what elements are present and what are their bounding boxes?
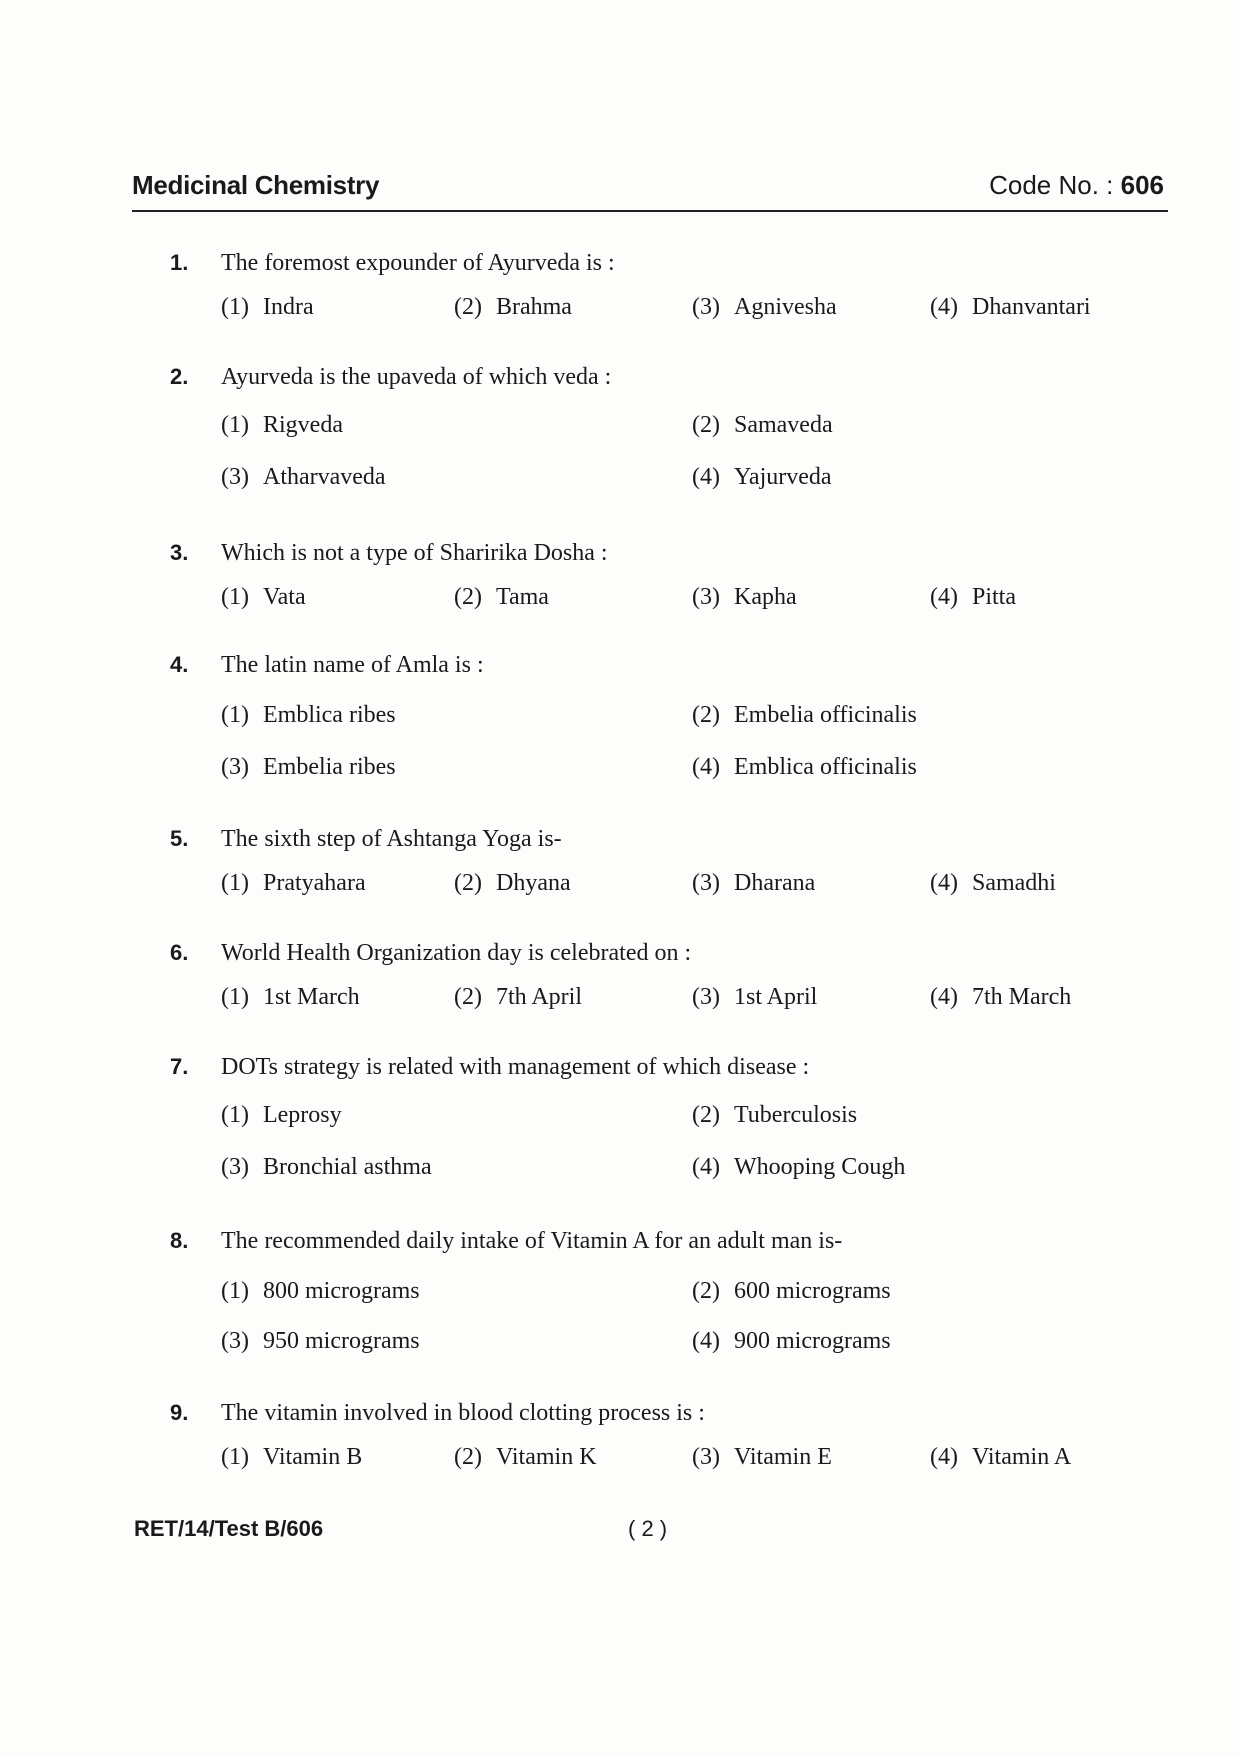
option-4: (4) Emblica officinalis <box>692 754 917 780</box>
page-number: ( 2 ) <box>628 1516 668 1541</box>
question-number: 2. <box>170 364 189 389</box>
question-text: Which is not a type of Sharirika Dosha : <box>221 540 608 566</box>
option-3: (3) Bronchial asthma <box>221 1154 432 1180</box>
option-4: (4) 7th March <box>930 984 1072 1010</box>
question-text: World Health Organization day is celebrated on : <box>221 940 692 966</box>
option-3: (3) 1st April <box>692 984 818 1010</box>
question-number: 6. <box>170 940 189 965</box>
option-3: (3) 950 micrograms <box>221 1328 420 1354</box>
option-3: (3) Kapha <box>692 584 797 610</box>
option-3: (3) Agnivesha <box>692 294 837 320</box>
option-1: (1) Pratyahara <box>221 870 366 896</box>
question-number: 3. <box>170 540 189 565</box>
option-4: (4) Whooping Cough <box>692 1154 906 1180</box>
option-1: (1) Indra <box>221 294 314 320</box>
option-2: (2) Tuberculosis <box>692 1102 858 1128</box>
option-3: (3) Embelia ribes <box>221 754 396 780</box>
question-text: The recommended daily intake of Vitamin A for an adult man is- <box>221 1228 843 1254</box>
page-header <box>132 170 1168 212</box>
option-2: (2) Tama <box>454 584 549 610</box>
option-1: (1) Vata <box>221 584 306 610</box>
option-1: (1) Emblica ribes <box>221 702 396 728</box>
question-text: Ayurveda is the upaveda of which veda : <box>221 364 612 390</box>
option-1: (1) Rigveda <box>221 412 343 438</box>
question-number: 7. <box>170 1054 189 1079</box>
option-3: (3) Dharana <box>692 870 816 896</box>
question-text: The sixth step of Ashtanga Yoga is- <box>221 826 562 852</box>
option-4: (4) Samadhi <box>930 870 1056 896</box>
option-3: (3) Vitamin E <box>692 1444 832 1470</box>
option-4: (4) Vitamin A <box>930 1444 1072 1470</box>
question-number: 4. <box>170 652 189 677</box>
option-2: (2) Dhyana <box>454 870 571 896</box>
option-2: (2) Vitamin K <box>454 1444 597 1470</box>
question-number: 1. <box>170 250 189 275</box>
test-id: RET/14/Test B/606 <box>134 1516 324 1541</box>
question-text: The vitamin involved in blood clotting process is : <box>221 1400 705 1426</box>
option-2: (2) Brahma <box>454 294 572 320</box>
option-2: (2) 600 micrograms <box>692 1278 891 1304</box>
option-4: (4) Yajurveda <box>692 464 832 490</box>
code-value: 606 <box>1120 170 1164 200</box>
option-2: (2) Samaveda <box>692 412 833 438</box>
question-number: 9. <box>170 1400 189 1425</box>
option-4: (4) 900 micrograms <box>692 1328 891 1354</box>
question-number: 5. <box>170 826 189 851</box>
question-number: 8. <box>170 1228 189 1253</box>
question-text: The latin name of Amla is : <box>221 652 484 678</box>
subject-title: Medicinal Chemistry <box>132 170 380 200</box>
option-1: (1) Leprosy <box>221 1102 342 1128</box>
code-number <box>989 170 1164 201</box>
code-label: Code No. : <box>989 170 1114 200</box>
option-1: (1) 800 micrograms <box>221 1278 420 1304</box>
option-3: (3) Atharvaveda <box>221 464 386 490</box>
option-1: (1) Vitamin B <box>221 1444 363 1470</box>
question-text: The foremost expounder of Ayurveda is : <box>221 250 615 276</box>
option-4: (4) Pitta <box>930 584 1016 610</box>
question-text: DOTs strategy is related with management of which disease : <box>221 1054 810 1080</box>
option-2: (2) Embelia officinalis <box>692 702 917 728</box>
option-1: (1) 1st March <box>221 984 360 1010</box>
option-2: (2) 7th April <box>454 984 582 1010</box>
option-4: (4) Dhanvantari <box>930 294 1091 320</box>
